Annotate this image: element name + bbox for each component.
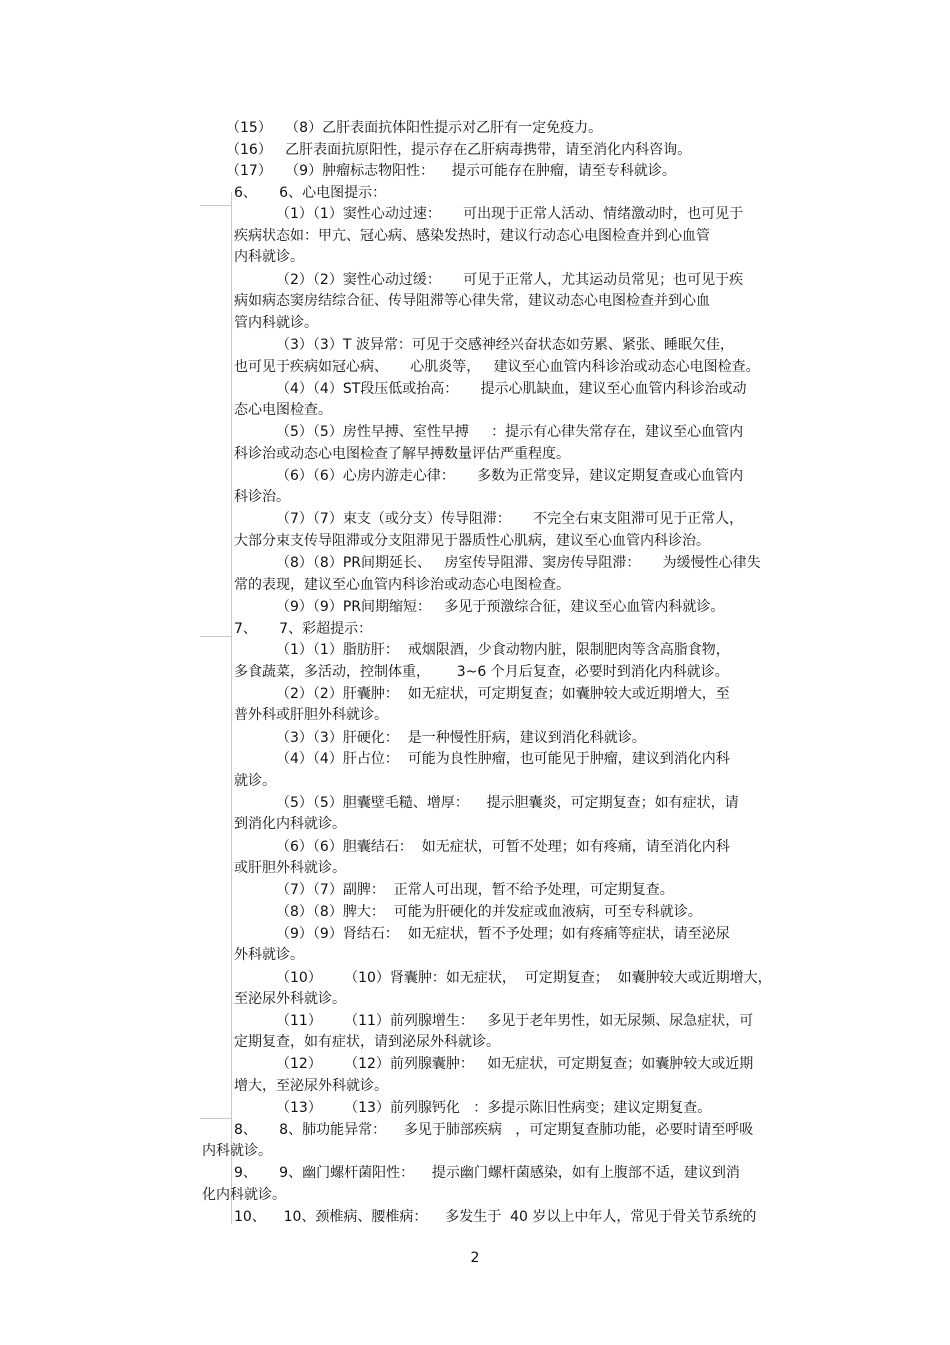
- text-line: （17） （9）肿瘤标志物阳性： 提示可能存在肿瘤，请至专科就诊。: [226, 163, 676, 179]
- text-line: 常的表现，建议至心血管内科诊治或动态心电图检查。: [234, 577, 570, 593]
- text-line: （1）（1）脂肪肝： 戒烟限酒，少食动物内脏，限制肥肉等含高脂食物，: [276, 642, 730, 658]
- text-line: （6）（6）心房内游走心律： 多数为正常变异，建议定期复查或心血管内: [276, 468, 744, 484]
- margin-tick: [200, 636, 231, 637]
- text-line: （1）（1）窦性心动过速： 可出现于正常人活动、情绪激动时，也可见于: [276, 206, 744, 222]
- text-line: （6）（6）胆囊结石： 如无症状，可暂不处理；如有疼痛，请至消化内科: [276, 839, 730, 855]
- margin-rule: [231, 192, 232, 1224]
- text-line: 大部分束支传导阻滞或分支阻滞见于器质性心肌病，建议至心血管内科诊治。: [234, 533, 710, 549]
- text-line: （2）（2）肝囊肿： 如无症状，可定期复查；如囊肿较大或近期增大，至: [276, 686, 730, 702]
- margin-tick: [200, 1118, 231, 1119]
- text-line: （11） （11）前列腺增生： 多见于老年男性，如无尿频、尿急症状，可: [276, 1013, 754, 1029]
- page-number: 2: [470, 1250, 480, 1266]
- section-heading: 7、 7、彩超提示：: [234, 621, 373, 637]
- text-line: （7）（7）副脾： 正常人可出现，暂不给予处理，可定期复查。: [276, 882, 674, 898]
- text-line: （5）（5）房性早搏、室性早搏 ：提示有心律失常存在，建议至心血管内: [276, 424, 744, 440]
- section-heading: 9、 9、幽门螺杆菌阳性： 提示幽门螺杆菌感染，如有上腹部不适，建议到消: [234, 1165, 740, 1181]
- text-line: 至泌尿外科就诊。: [234, 991, 346, 1007]
- text-line: 内科就诊。: [202, 1143, 272, 1159]
- text-line: （8）（8）PR间期延长、 房室传导阻滞、窦房传导阻滞： 为缓慢性心律失: [276, 555, 761, 571]
- text-line: 疾病状态如：甲亢、冠心病、感染发热时，建议行动态心电图检查并到心血管: [234, 228, 710, 244]
- text-line: 就诊。: [234, 773, 276, 789]
- text-line: （2）（2）窦性心动过缓： 可见于正常人，尤其运动员常见；也可见于疾: [276, 272, 744, 288]
- text-line: （3）（3）肝硬化： 是一种慢性肝病，建议到消化科就诊。: [276, 730, 646, 746]
- text-line: （3）（3）T 波异常：可见于交感神经兴奋状态如劳累、紧张、睡眠欠佳，: [276, 337, 734, 353]
- section-heading: 6、 6、心电图提示：: [234, 185, 387, 201]
- section-heading: 10、 10、颈椎病、腰椎病： 多发生于 40 岁以上中年人，常见于骨关节系统的: [234, 1209, 757, 1225]
- text-line: （4）（4）肝占位： 可能为良性肿瘤，也可能见于肿瘤，建议到消化内科: [276, 751, 730, 767]
- text-line: （9）（9）PR间期缩短： 多见于预激综合征，建议至心血管内科就诊。: [276, 599, 725, 615]
- text-line: （12） （12）前列腺囊肿： 如无症状，可定期复查；如囊肿较大或近期: [276, 1056, 754, 1072]
- text-line: 定期复查，如有症状，请到泌尿外科就诊。: [234, 1034, 500, 1050]
- text-line: 也可见于疾病如冠心病、 心肌炎等， 建议至心血管内科诊治或动态心电图检查。: [234, 359, 760, 375]
- text-line: 到消化内科就诊。: [234, 816, 346, 832]
- text-line: （16） 乙肝表面抗原阳性，提示存在乙肝病毒携带，请至消化内科咨询。: [226, 142, 692, 158]
- text-line: 态心电图检查。: [234, 402, 332, 418]
- text-line: 病如病态窦房结综合征、传导阻滞等心律失常，建议动态心电图检查并到心血: [234, 293, 710, 309]
- text-line: （9）（9）肾结石： 如无症状，暂不予处理；如有疼痛等症状，请至泌尿: [276, 926, 730, 942]
- text-line: 增大，至泌尿外科就诊。: [234, 1078, 388, 1094]
- text-line: （8）（8）脾大： 可能为肝硬化的并发症或血液病，可至专科就诊。: [276, 904, 702, 920]
- text-line: （5）（5）胆囊壁毛糙、增厚： 提示胆囊炎，可定期复查；如有症状，请: [276, 795, 739, 811]
- text-line: （15） （8）乙肝表面抗体阳性提示对乙肝有一定免疫力。: [226, 120, 603, 136]
- text-line: （10） （10）肾囊肿：如无症状， 可定期复查； 如囊肿较大或近期增大，: [276, 970, 772, 986]
- text-line: 普外科或肝胆外科就诊。: [234, 707, 388, 723]
- text-line: 科诊治。: [234, 489, 290, 505]
- text-line: 外科就诊。: [234, 947, 304, 963]
- text-line: （7）（7）束支（或分支）传导阻滞： 不完全右束支阻滞可见于正常人，: [276, 511, 744, 527]
- text-line: 化内科就诊。: [202, 1187, 286, 1203]
- text-line: 多食蔬菜，多活动，控制体重， 3~6 个月后复查，必要时到消化内科就诊。: [234, 664, 729, 680]
- section-heading: 8、 8、肺功能异常： 多见于肺部疾病 ，可定期复查肺功能，必要时请至呼吸: [234, 1122, 754, 1138]
- text-line: 内科就诊。: [234, 249, 304, 265]
- text-line: （4）（4）ST段压低或抬高： 提示心肌缺血，建议至心血管内科诊治或动: [276, 381, 747, 397]
- text-line: 科诊治或动态心电图检查了解早搏数量评估严重程度。: [234, 446, 570, 462]
- margin-tick: [200, 205, 231, 206]
- text-line: 管内科就诊。: [234, 315, 318, 331]
- text-line: 或肝胆外科就诊。: [234, 860, 346, 876]
- text-line: （13） （13）前列腺钙化 ：多提示陈旧性病变；建议定期复查。: [276, 1100, 712, 1116]
